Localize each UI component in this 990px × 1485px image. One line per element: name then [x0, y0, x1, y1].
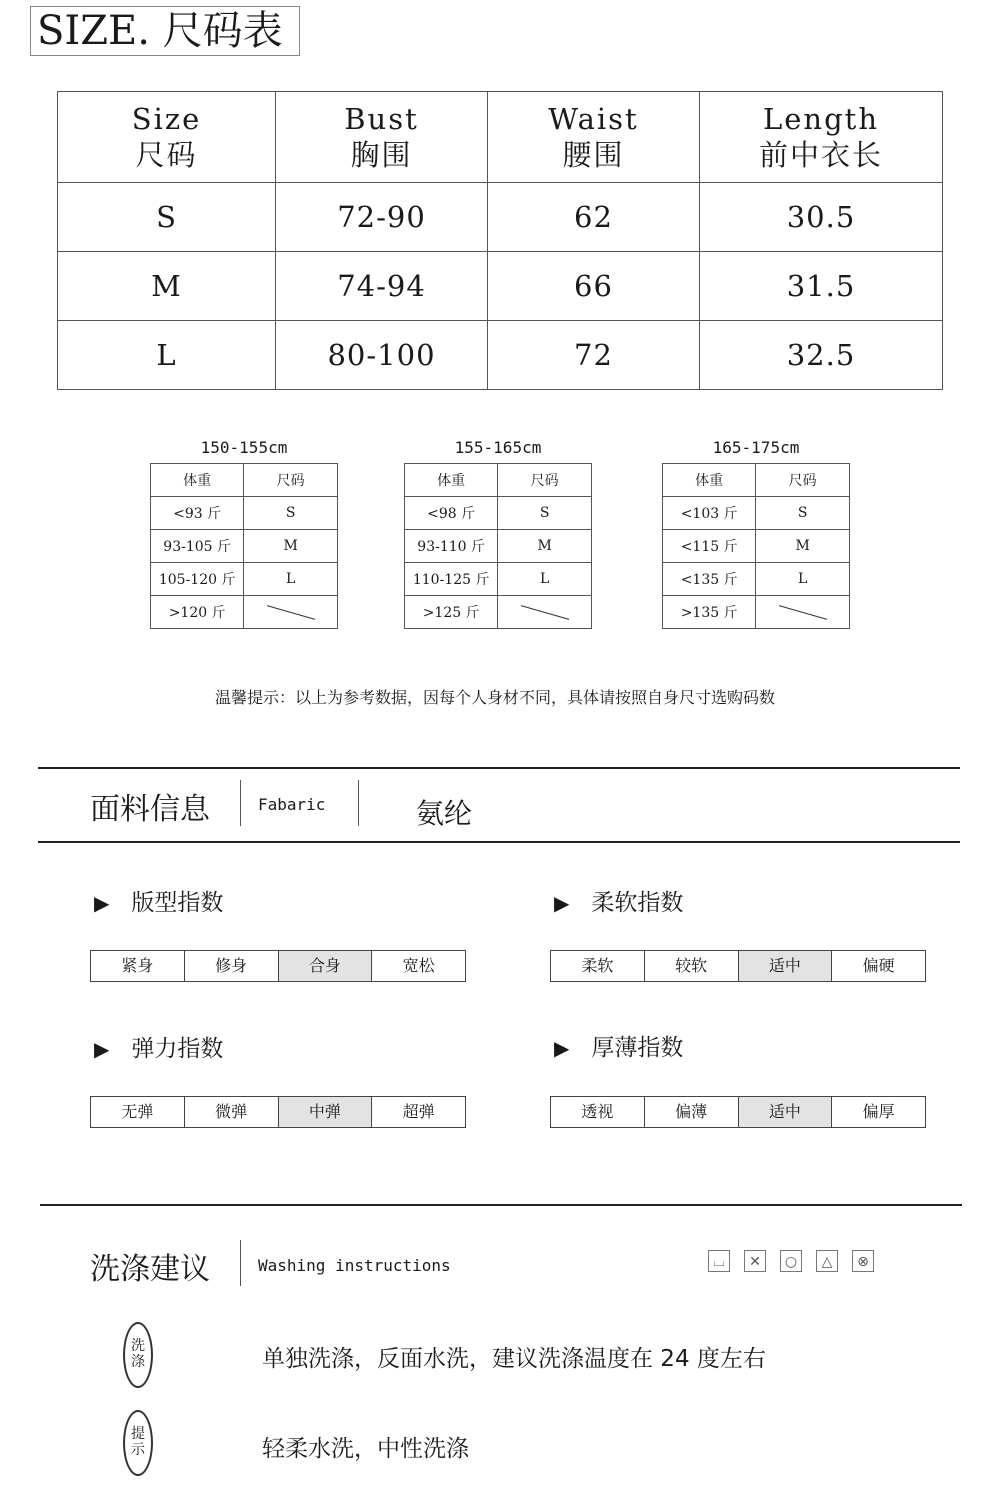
- table-cell: >125 斤: [405, 596, 498, 629]
- height-table-caption: 165-175cm: [712, 438, 800, 457]
- scale-option: 柔软: [551, 951, 645, 981]
- height-table-caption: 150-155cm: [200, 438, 288, 457]
- table-cell: M: [498, 530, 592, 563]
- index-softness-scale: [550, 950, 926, 982]
- table-cell: S: [244, 497, 338, 530]
- divider: [358, 780, 359, 826]
- table-cell: 体重: [151, 464, 244, 497]
- scale-option: 偏薄: [645, 1097, 739, 1127]
- empty-slash-cell: [498, 596, 592, 629]
- table-row: [58, 321, 943, 390]
- table-cell: 尺码: [244, 464, 338, 497]
- table-cell: >120 斤: [151, 596, 244, 629]
- divider: [38, 767, 960, 769]
- table-row: [58, 183, 943, 252]
- tumble-dry-icon: ○: [780, 1250, 802, 1272]
- table-cell: <115 斤: [663, 530, 756, 563]
- size-table: [57, 91, 943, 390]
- scale-option: 宽松: [402, 956, 435, 975]
- wash-tip-text: 轻柔水洗，中性洗涤: [262, 1436, 469, 1462]
- table-cell: 尺码: [756, 464, 850, 497]
- scale-option: 微弹: [185, 1097, 279, 1127]
- index-fit-scale: [90, 950, 466, 982]
- index-elasticity-scale: [90, 1096, 466, 1128]
- slash-mark: [520, 605, 568, 620]
- scale-option-selected: 适中: [739, 951, 833, 981]
- scale-option: 较软: [645, 951, 739, 981]
- index-thickness-scale: [550, 1096, 926, 1128]
- divider: [240, 780, 241, 826]
- scale-option: 偏厚: [862, 1102, 895, 1121]
- no-dry-clean-icon: ⊗: [852, 1250, 874, 1272]
- table-cell: <135 斤: [663, 563, 756, 596]
- index-elasticity-title: ▶ 弹力指数: [94, 1036, 224, 1062]
- washing-subtitle: Washing instructions: [258, 1256, 451, 1275]
- table-cell: 体重: [405, 464, 498, 497]
- triangle-icon: ▶: [94, 891, 110, 915]
- table-cell: 体重: [663, 464, 756, 497]
- header-bust: Bust 胸围: [276, 92, 488, 183]
- table-cell: <103 斤: [663, 497, 756, 530]
- height-table-1: [150, 438, 338, 629]
- scale-option: 无弹: [91, 1097, 185, 1127]
- size-table-header: [58, 92, 943, 183]
- table-cell: 105-120 斤: [151, 563, 244, 596]
- index-fit-title: ▶ 版型指数: [94, 890, 224, 916]
- table-cell: L: [244, 563, 338, 596]
- table-cell: L: [756, 563, 850, 596]
- table-row: [58, 252, 943, 321]
- scale-option: 紧身: [91, 951, 185, 981]
- table-cell: 尺码: [498, 464, 592, 497]
- table-cell: 30.5: [700, 183, 943, 252]
- fabric-title: 面料信息: [90, 792, 210, 827]
- iron-icon: △: [816, 1250, 838, 1272]
- table-cell: 72-90: [276, 183, 488, 252]
- table-cell: 66: [488, 252, 700, 321]
- divider: [38, 841, 960, 843]
- index-softness-title: ▶ 柔软指数: [554, 890, 684, 916]
- scale-option: 偏硬: [862, 956, 895, 975]
- table-cell: M: [244, 530, 338, 563]
- scale-option-selected: 合身: [279, 951, 373, 981]
- fabric-subtitle: Fabaric: [258, 795, 326, 814]
- table-cell: 93-110 斤: [405, 530, 498, 563]
- slash-mark: [778, 605, 826, 620]
- table-cell: 31.5: [700, 252, 943, 321]
- table-cell: M: [58, 252, 276, 321]
- divider: [240, 1240, 241, 1286]
- height-table-2: [404, 438, 592, 629]
- slash-mark: [266, 605, 314, 620]
- table-cell: 32.5: [700, 321, 943, 390]
- table-cell: 93-105 斤: [151, 530, 244, 563]
- page-title: SIZE. 尺码表: [30, 6, 300, 56]
- header-waist: Waist 腰围: [488, 92, 700, 183]
- height-table-3: [662, 438, 850, 629]
- table-cell: M: [756, 530, 850, 563]
- scale-option-selected: 中弹: [279, 1097, 373, 1127]
- triangle-icon: ▶: [94, 1037, 110, 1061]
- size-tip: 温馨提示：以上为参考数据，因每个人身材不同，具体请按照自身尺寸选购码数: [214, 688, 775, 707]
- scale-option: 超弹: [402, 1102, 435, 1121]
- fabric-value: 氨纶: [416, 797, 473, 830]
- header-size: Size 尺码: [58, 92, 276, 183]
- table-cell: <98 斤: [405, 497, 498, 530]
- table-cell: 80-100: [276, 321, 488, 390]
- wash-instruction-text: 单独洗涤，反面水洗，建议洗涤温度在 24 度左右: [262, 1346, 766, 1372]
- scale-option-selected: 适中: [739, 1097, 833, 1127]
- table-cell: L: [58, 321, 276, 390]
- table-cell: 72: [488, 321, 700, 390]
- wash-tub-icon: ⌴: [708, 1250, 730, 1272]
- header-length: Length 前中衣长: [700, 92, 943, 183]
- divider: [40, 1204, 962, 1206]
- table-cell: S: [756, 497, 850, 530]
- table-cell: S: [498, 497, 592, 530]
- table-cell: 62: [488, 183, 700, 252]
- empty-slash-cell: [756, 596, 850, 629]
- washing-title: 洗涤建议: [90, 1252, 210, 1287]
- table-cell: L: [498, 563, 592, 596]
- table-cell: >135 斤: [663, 596, 756, 629]
- wash-badge: 洗 涤: [123, 1322, 153, 1388]
- scale-option: 修身: [185, 951, 279, 981]
- table-cell: 74-94: [276, 252, 488, 321]
- table-cell: <93 斤: [151, 497, 244, 530]
- care-icons: [708, 1250, 874, 1272]
- scale-option: 透视: [551, 1097, 645, 1127]
- height-table-caption: 155-165cm: [454, 438, 542, 457]
- no-bleach-icon: ✕: [744, 1250, 766, 1272]
- table-cell: S: [58, 183, 276, 252]
- index-thickness-title: ▶ 厚薄指数: [554, 1035, 684, 1061]
- table-cell: 110-125 斤: [405, 563, 498, 596]
- tip-badge: 提 示: [123, 1410, 153, 1476]
- triangle-icon: ▶: [554, 891, 570, 915]
- empty-slash-cell: [244, 596, 338, 629]
- triangle-icon: ▶: [554, 1036, 570, 1060]
